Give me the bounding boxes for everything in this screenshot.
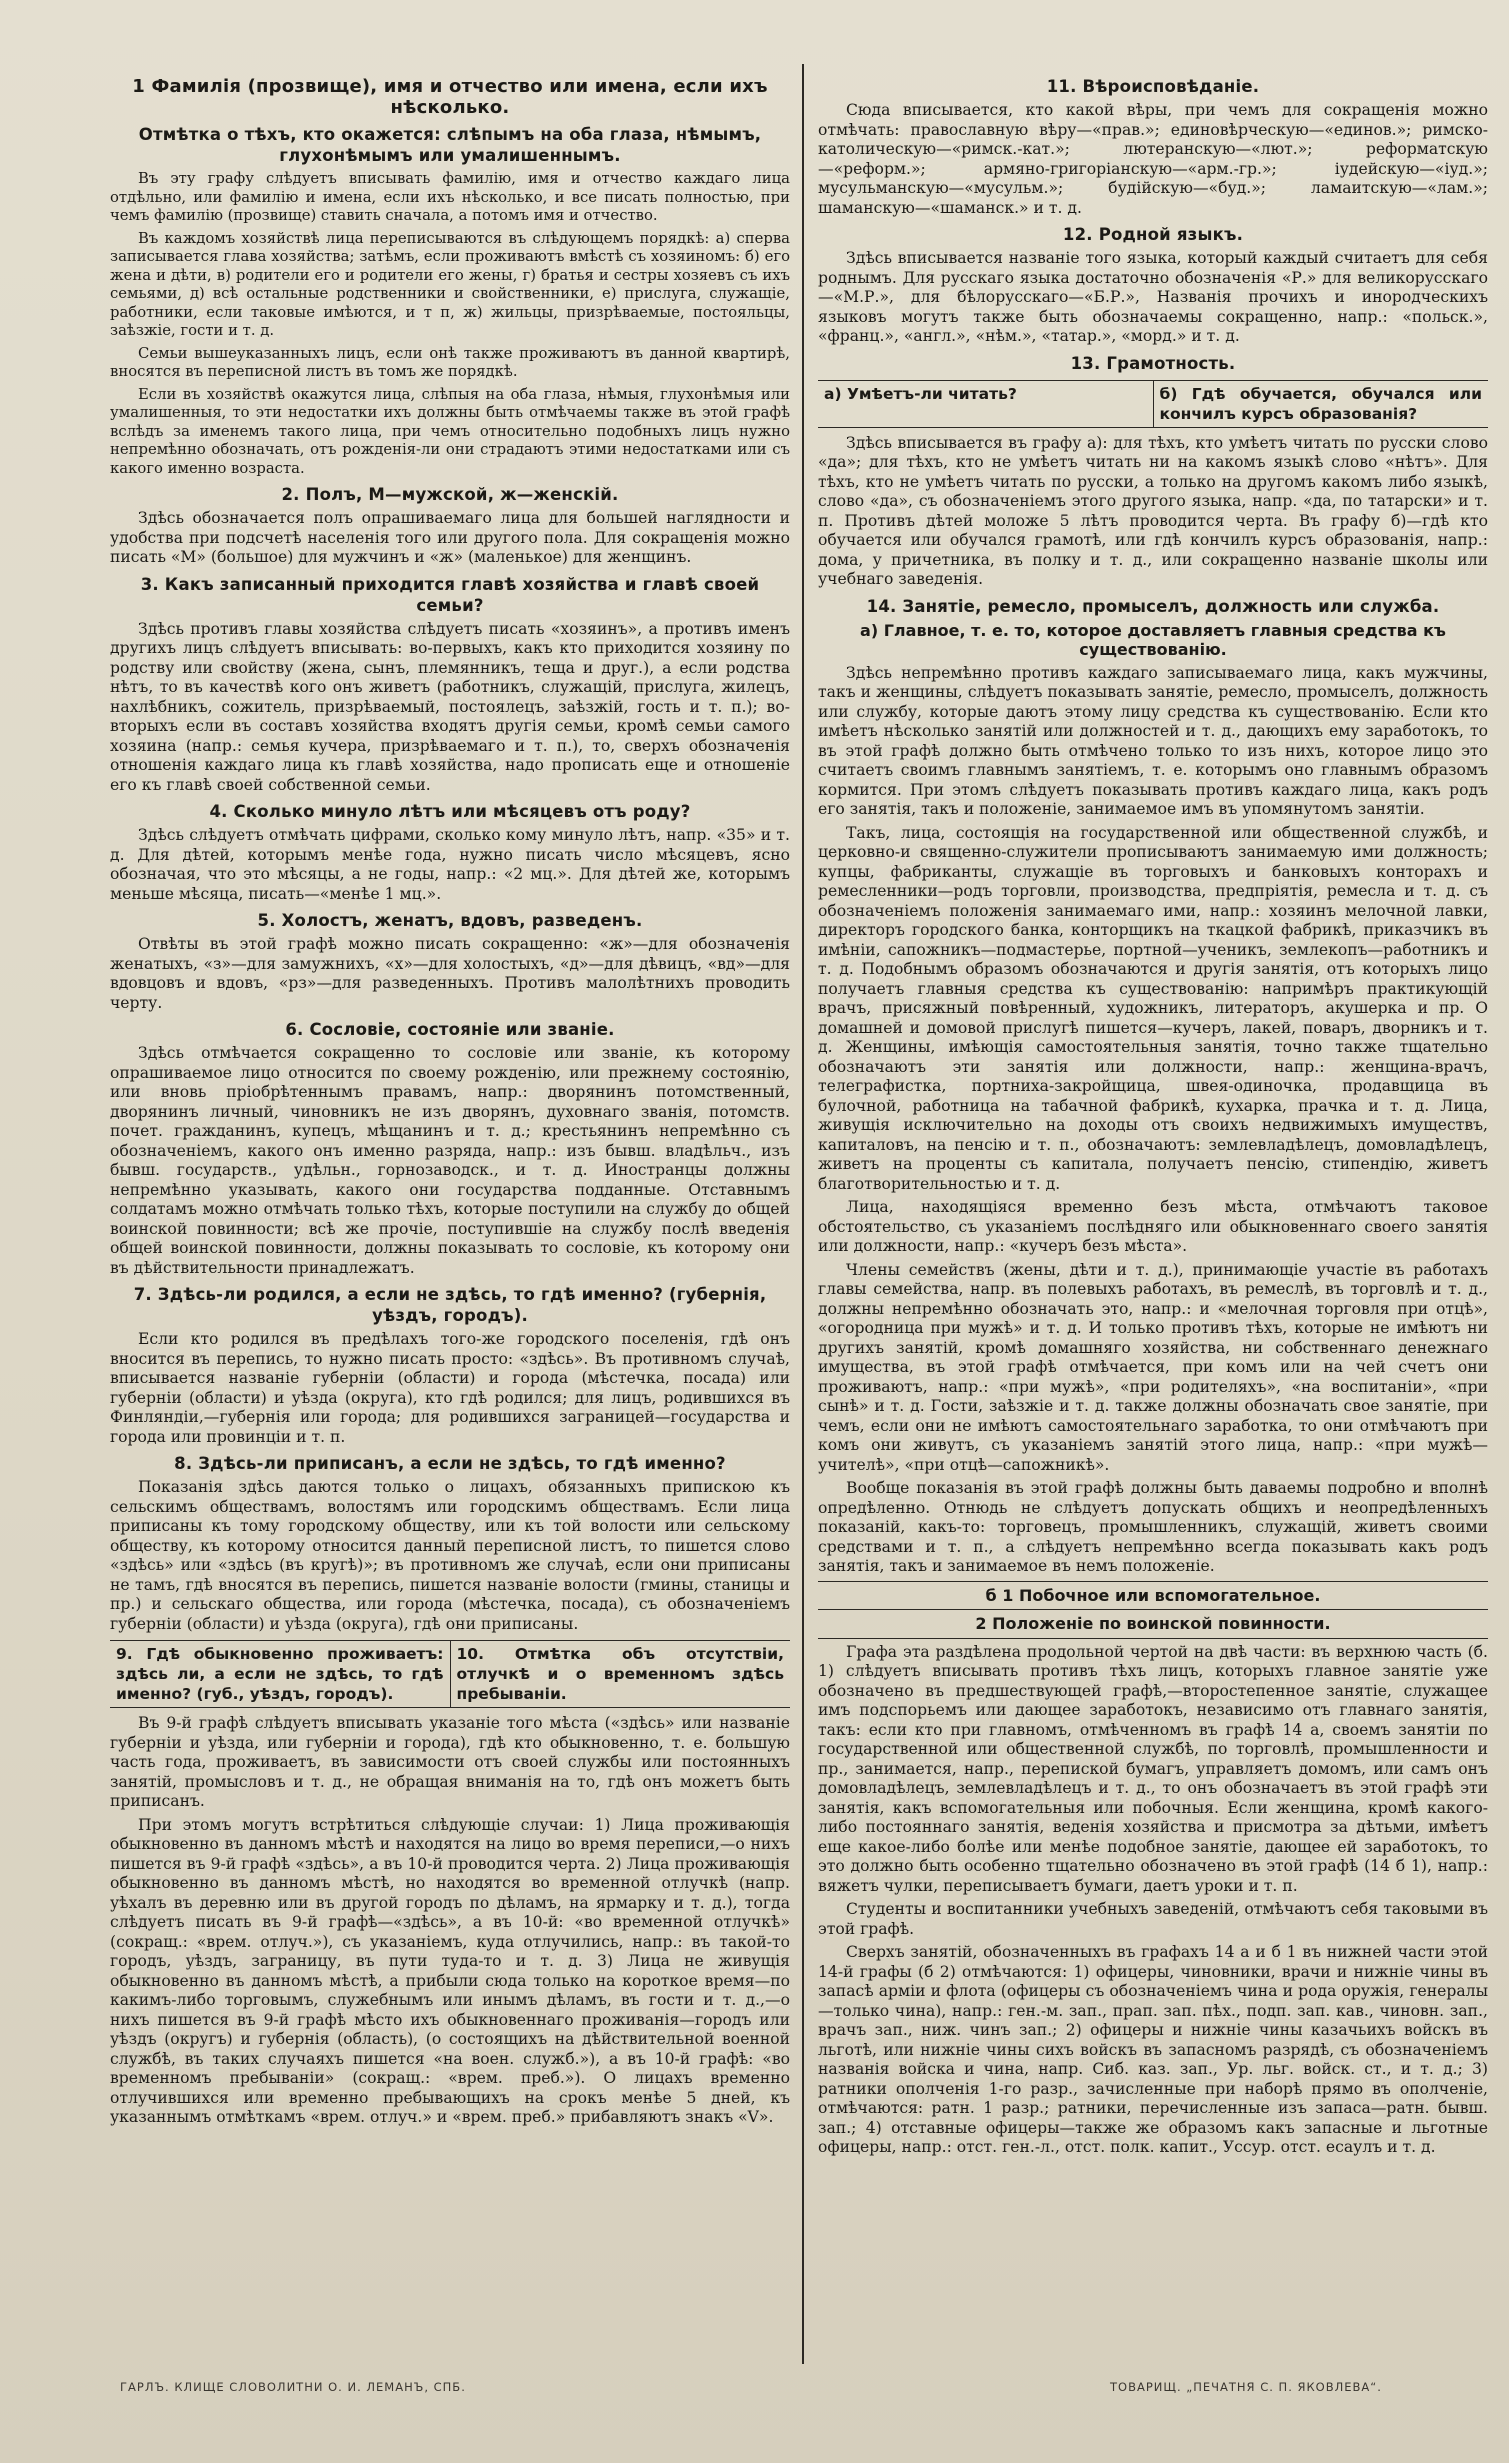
section-14-rule <box>818 1638 1488 1639</box>
section-9-paragraph: Въ 9-й графѣ слѣдуетъ вписывать указаніе того мѣста («здѣсь» или названіе губерніи и уѣзда, или губерніи и города), гдѣ кто обыкновенно, т. е. большую часть года, проживаетъ, въ зависимости отъ своей службы или постоянныхъ занятій, промысловъ и т. д., не обращая вниманія на то, гдѣ онъ можетъ быть приписанъ. <box>110 1714 790 1810</box>
section-3-title: 3. Какъ записанный приходится главѣ хозяйства и главѣ своей семьи? <box>140 574 760 615</box>
section-2-paragraph: Здѣсь обозначается полъ опрашиваемаго лица для большей наглядности и удобства при подсчетѣ населенія того или другого пола. Для сокращенія можно писать «М» (большое) для мужчинъ и «ж» (маленькое) для женщинъ. <box>110 509 790 566</box>
section-14-rule <box>818 1609 1488 1610</box>
section-7-paragraph: Если кто родился въ предѣлахъ того-же городского поселенія, гдѣ онъ вносится въ перепись, то нужно писать просто: «здѣсь». Въ противномъ случаѣ, вписывается названіе губерніи (области) и города (мѣстечка, посада) или губерніи (области) и уѣзда (округа), кто гдѣ родился; для лицъ, родившихся въ Финляндіи,—губернія или города; для родившихся заграницей—государства и города или провинціи и т. п. <box>110 1330 790 1446</box>
section-7-title: 7. Здѣсь-ли родился, а если не здѣсь, то гдѣ именно? (губернія, уѣздъ, городъ). <box>133 1285 767 1325</box>
section-14-paragraph: Студенты и воспитанники учебныхъ заведеній, отмѣчаютъ себя таковыми въ этой графѣ. <box>818 1900 1488 1938</box>
section-14-paragraph: Члены семействъ (жены, дѣти и т. д.), принимающіе участіе въ работахъ главы семейства, напр. въ полевыхъ работахъ, въ ремеслѣ, въ торговлѣ и т. д., должны непремѣнно обозначать это, напр.: и «мелочная торговля при отцѣ», «огородница при мужѣ» и т. д. И только противъ тѣхъ, которые не имѣютъ ни другихъ занятій, кромѣ домашняго хозяйства, ни собственнаго денежнаго имущества, въ этой графѣ отмѣчается, при комъ или на чей счетъ они проживаютъ, напр.: «при мужѣ», «при родителяхъ», «на воспитаніи», «при сынѣ» и т. д. Гости, заѣзжіе и т. д. также должны обозначать свое занятіе, при чемъ, если они не имѣютъ самостоятельнаго заработка, то они отмѣчаютъ при комъ они живутъ, съ указаніемъ занятій этого лица, напр.: «при мужѣ—учителѣ», «при отцѣ—сапожникѣ». <box>818 1260 1488 1474</box>
section-12-paragraph: Здѣсь вписывается названіе того языка, который каждый считаетъ для себя роднымъ. Для русскаго языка достаточно обозначенія «Р.» для великорусскаго—«М.Р.», для бѣлорусскаго—«Б.Р.», Названія прочихъ и инородческихъ языковъ могутъ также быть обозначаемы сокращенно, напр.: «польск.», «франц.», «англ.», «нѣм.», «татар.», «морд.» и т. д. <box>818 249 1488 345</box>
section-14-subtitle: а) Главное, т. е. то, которое доставляетъ главныя средства къ существованію. <box>860 620 1446 659</box>
section-1-paragraph: Въ каждомъ хозяйствѣ лица переписываются въ слѣдующемъ порядкѣ: а) сперва записывается глава хозяйства; затѣмъ, если проживаютъ вмѣстѣ съ хозяиномъ: б) его жена и дѣти, в) родители его и родители его жены, г) братья и сестры хозяевъ съ ихъ семьями, д) всѣ остальные родственники и свойственники, е) прислуга, служащіе, работники, если таковые имѣются, и т п, ж) жильцы, призрѣваемые, постояльцы, заѣзжіе, гости и т. д. <box>110 229 790 339</box>
section-1-note: Отмѣтка о тѣхъ, кто окажется: слѣпымъ на оба глаза, нѣмымъ, глухонѣмымъ или умалишеннымъ. <box>138 125 762 165</box>
section-9-paragraph: При этомъ могутъ встрѣтиться слѣдующіе случаи: 1) Лица проживающія обыкновенно въ данномъ мѣстѣ и находятся на лицо во время переписи,—о нихъ пишется въ 9-й графѣ «здѣсь», а въ 10-й проводится черта. 2) Лица проживающія обыкновенно въ данномъ мѣстѣ, но находятся во временной отлучкѣ (напр. уѣхалъ въ деревню или въ другой городъ по дѣламъ, на ярмарку и т. д.), тогда слѣдуетъ писать въ 9-й графѣ—«здѣсь», а въ 10-й: «во временной отлучкѣ» (сокращ.: «врем. отлуч.»), съ указаніемъ, куда отлучились, напр.: въ такой-то городъ, уѣздъ, заграницу, въ пути туда-то и т. д. 3) Лица не живущія обыкновенно въ данномъ мѣстѣ, а прибыли сюда только на короткое время—по какимъ-либо торговымъ, служебнымъ или инымъ дѣламъ, въ гости и т. д.,—о нихъ пишется въ 9-й графѣ мѣсто ихъ обыкновеннаго проживанія—городъ или уѣздъ (округъ) и губернія (область), (о состоящихъ на дѣйствительной военной службѣ, въ таких случаяхъ пишется «на воен. служб.»), а въ 10-й графѣ: «во временномъ пребываніи» (сокращ.: «врем. преб.»). О лицахъ временно отлучившихся или временно пребывающихъ на срокъ менѣе 5 дней, къ указаннымъ отмѣткамъ «врем. отлуч.» и «врем. преб.» прибавляютъ знакъ «V». <box>110 1815 790 2126</box>
section-6-title: 6. Сословіе, состояніе или званіе. <box>285 1020 615 1039</box>
section-14-b1-title: б 1 Побочное или вспомогательное. <box>985 1585 1321 1605</box>
section-14-paragraph: Сверхъ занятій, обозначенныхъ въ графахъ 14 а и б 1 въ нижней части этой 14-й графы (б 2) отмѣчаются: 1) офицеры, чиновники, врачи и нижніе чины въ запасѣ арміи и флота (офицеры съ обозначеніемъ чина и рода оружія, генералы—только чина), напр.: ген.-м. зап., прап. зап. пѣх., подп. зап. кав., чиновн. зап., врачъ зап., ниж. чинъ зап.; 2) офицеры и нижніе чины казачьихъ войскъ въ льготѣ, или нижніе чины сихъ войскъ въ запасномъ разрядѣ, съ обозначеніемъ названія войска и чина, напр. Сиб. каз. зап., Ур. льг. войск. ст., и т. д.; 3) ратники ополченія 1-го разр., зачисленные при наборѣ прямо въ ополченіе, отмѣчаются: ратн. 1 разр.; ратники, перечисленные изъ запаса—ратн. бывш. зап.; 4) отставные офицеры—также же образомъ какъ запасные и льготные офицеры, напр.: отст. ген.-л., отст. полк. капит., Уссур. отст. есаулъ и т. д. <box>818 1943 1488 2156</box>
section-14-paragraph: Графа эта раздѣлена продольной чертой на двѣ части: въ верхнюю часть (б. 1) слѣдуетъ вписывать противъ тѣхъ лицъ, которыхъ главное занятіе уже обозначено въ предшествующей графѣ,—второстепенное занятіе, служащее имъ подспорьемъ или дающее заработокъ, независимо отъ главнаго занятія, такъ: если кто при главномъ, отмѣченномъ въ графѣ 14 а, своемъ занятіи по государственной или общественной службѣ, по торговлѣ, промышленности и пр., занимается, напр., перепиской бумагъ, управляетъ домомъ, или самъ онъ домовладѣлецъ, землевладѣлецъ и т. д., то онъ обозначаетъ въ этой графѣ эти занятія, какъ вспомогательныя или побочныя. Если женщина, кромѣ какого-либо постояннаго занятія, веденія хозяйства и присмотра за дѣтьми, имѣетъ еще какое-либо болѣе или менѣе подобное занятіе, дающее ей заработокъ, то это должно быть особенно тщательно обозначено въ этой графѣ (14 б 1), напр.: вяжетъ чулки, переписываетъ бумаги, даетъ уроки и т. п. <box>818 1642 1488 1895</box>
column-divider <box>802 64 804 2364</box>
right-column <box>818 70 1488 2350</box>
section-5-paragraph: Отвѣты въ этой графѣ можно писать сокращенно: «ж»—для обозначенія женатыхъ, «з»—для замужнихъ, «х»—для холостыхъ, «д»—для дѣвицъ, «вд»—для вдовцовъ и вдовъ, «рз»—для разведенныхъ. Противъ малолѣтнихъ проводить черту. <box>110 935 790 1012</box>
section-1-paragraph: Въ эту графу слѣдуетъ вписывать фамилію, имя и отчество каждаго лица отдѣльно, или фамилію и имена, если ихъ нѣсколько, и все писать полностью, при чемъ фамилію (прозвище) ставить сначала, а потомъ имя и отчество. <box>110 170 790 224</box>
section-10-title: 10. Отмѣтка объ отсутствіи, отлучкѣ и о временномъ здѣсь пребываніи. <box>450 1641 791 1707</box>
section-4-title: 4. Сколько минуло лѣтъ или мѣсяцевъ отъ роду? <box>209 802 691 821</box>
section-13-b: б) Гдѣ обучается, обучался или кончилъ курсъ образованія? <box>1153 381 1489 427</box>
section-1-title: 1 Фамилія (прозвище), имя и отчество или имена, если ихъ нѣсколько. <box>132 76 768 118</box>
section-14-paragraph: Такъ, лица, состоящія на государственной или общественной службѣ, и церковно-и священно-служители прописываютъ занимаемую ими должность; купцы, фабриканты, служащіе въ торговыхъ и банковыхъ конторахъ и ремесленники—родъ торговли, производства, предпріятія, ремесла и т. д. съ обозначеніемъ положенія занимаемаго ими, напр.: хозяинъ мелочной лавки, директоръ городского банка, конторщикъ на ткацкой фабрикѣ, приказчикъ въ имѣніи, сапожникъ—подмастерье, портной—ученикъ, землекопъ—работникъ и т. д. Подобнымъ образомъ обозначаются и другія занятія, отъ которыхъ лицо получаетъ главныя средства къ существованію: напримѣръ практикующій врачъ, присяжный повѣренный, художникъ, литераторъ, акушерка и пр. О домашней и домовой прислугѣ пишется—кучеръ, лакей, поваръ, дворникъ и т. д. Женщины, имѣющія самостоятельныя занятія, точно также тщательно обозначаютъ эти занятія или должности, напр.: женщина-врачъ, телеграфистка, портниха-закройщица, швея-одиночка, продавщица въ булочной, работница на табачной фабрикѣ, кухарка, прачка и т. д. Лица, живущія исключительно на доходы отъ своихъ недвижимыхъ имуществъ, капиталовъ, на пенсію и т. п., обозначаютъ: землевладѣлецъ, домовладѣлецъ, живетъ на проценты съ капитала, получаетъ пенсію, стипендію, живетъ благотворительностью и т. д. <box>818 823 1488 1193</box>
section-14-paragraph: Лица, находящіяся временно безъ мѣста, отмѣчаютъ таковое обстоятельство, съ указаніемъ послѣдняго или обыкновеннаго своего занятія или должности, напр.: «кучеръ безъ мѣста». <box>818 1198 1488 1255</box>
section-13-subheader <box>818 380 1488 428</box>
section-14-rule <box>818 1581 1488 1582</box>
section-11-paragraph: Сюда вписывается, кто какой вѣры, при чемъ для сокращенія можно отмѣчать: православную вѣру—«прав.»; единовѣрческую—«единов.»; римско-католическую—«римск.-кат.»; лютеранскую—«лют.»; реформатскую—«реформ.»; армяно-григоріанскую—«арм.-гр.»; іудейскую—«іуд.»; мусульманскую—«мусульм.»; будійскую—«буд.»; ламаитскую—«лам.»; шаманскую—«шаманск.» и т. д. <box>818 101 1488 217</box>
section-11-title: 11. Вѣроисповѣданіе. <box>1046 77 1260 96</box>
section-4-paragraph: Здѣсь слѣдуетъ отмѣчать цифрами, сколько кому минуло лѣтъ, напр. «35» и т. д. Для дѣтей, которымъ менѣе года, нужно писать число мѣсяцевъ, ясно обозначая, что это мѣсяцы, а не годы, напр.: «2 мц.». Для дѣтей же, которымъ меньше мѣсяца, писать—«менѣе 1 мц.». <box>110 826 790 903</box>
section-13-a: а) Умѣетъ-ли читать? <box>824 384 1017 403</box>
section-14-paragraph: Вообще показанія въ этой графѣ должны быть даваемы подробно и вполнѣ опредѣленно. Отнюдь не слѣдуетъ допускать общихъ и неопредѣленныхъ показаній, какъ-то: торговецъ, промышленникъ, служащій, живетъ своими средствами и т. п., а слѣдуетъ непремѣнно всегда показывать какъ родъ занятія, такъ и занимаемое въ немъ положеніе. <box>818 1479 1488 1575</box>
section-2-title: 2. Полъ, М—мужской, ж—женскій. <box>281 485 619 504</box>
section-3-paragraph: Здѣсь противъ главы хозяйства слѣдуетъ писать «хозяинъ», а противъ именъ другихъ лицъ слѣдуетъ вписывать: во-первыхъ, какъ кто приходится хозяину по родству или свойству (жена, сынъ, племянникъ, теща и друг.), а если родства нѣтъ, то въ качествѣ кого онъ живетъ (работникъ, служащій, прислуга, жилецъ, нахлѣбникъ, сожитель, призрѣваемый, постоялецъ, заѣзжій, гость и т. п.); во-вторыхъ если въ составъ хозяйства входятъ другія семьи, кромѣ семьи самого хозяина (напр.: семья кучера, призрѣваемаго и т. п.), то, сверхъ обозначенія отношенія каждаго лица къ главѣ хозяйства, надо прописать еще и отношеніе его къ главѣ своей собственной семьи. <box>110 619 790 794</box>
section-1-paragraph: Если въ хозяйствѣ окажутся лица, слѣпыя на оба глаза, нѣмыя, глухонѣмыя или умалишенныя, то эти недостатки ихъ должны быть отмѣчаемы также въ этой графѣ вслѣдъ за именемъ такого лица, при чемъ относительно подобныхъ лицъ нужно непремѣнно обозначать, отъ рожденія-ли они страдаютъ этими недостатками или съ какого именно возраста. <box>110 385 790 477</box>
section-1-paragraph: Семьи вышеуказанныхъ лицъ, если онѣ также проживаютъ въ данной квартирѣ, вносятся въ переписной листъ въ томъ же порядкѣ. <box>110 344 790 380</box>
section-14-paragraph: Здѣсь непремѣнно противъ каждаго записываемаго лица, какъ мужчины, такъ и женщины, слѣдуетъ показывать занятіе, ремесло, промыселъ, должность или службу, которые даютъ этому лицу средства къ существованію. Если кто имѣетъ нѣсколько занятій или должностей и т. д., дающихъ ему заработокъ, то въ этой графѣ должно быть отмѣчено только то изъ нихъ, которое лицо это считаетъ своимъ главнымъ занятіемъ, т. е. которымъ оно главнымъ образомъ кормится. При этомъ слѣдуетъ показывать противъ каждаго лица, какъ родъ его занятія, такъ и положеніе, занимаемое имъ въ упомянутомъ занятіи. <box>818 663 1488 818</box>
section-8-title: 8. Здѣсь-ли приписанъ, а если не здѣсь, то гдѣ именно? <box>174 1454 726 1473</box>
section-8-paragraph: Показанія здѣсь даются только о лицахъ, обязанныхъ припискою къ сельскимъ обществамъ, волостямъ или городскимъ обществамъ. Если лица приписаны къ тому городскому обществу, или къ той волости или сельскому обществу, къ которому относится данный переписной листъ, то пишется слово «здѣсь» или «здѣсь (въ кругѣ)»; въ противномъ же случаѣ, если они приписаны не тамъ, гдѣ вносятся въ перепись, пишется названіе волости (гмины, станицы и пр.) и сельскаго общества, или города (мѣстечка, посада), съ обозначеніемъ губерніи (области) и уѣзда (округа), гдѣ они приписаны. <box>110 1478 790 1633</box>
section-14-title: 14. Занятіе, ремесло, промыселъ, должность или служба. <box>866 596 1440 616</box>
section-6-paragraph: Здѣсь отмѣчается сокращенно то сословіе или званіе, къ которому опрашиваемое лицо относится по своему рожденію, или прежнему состоянію, или вновь пріобрѣтеннымъ правамъ, напр.: дворянинъ потомственный, дворянинъ личный, чиновникъ не изъ дворянъ, духовнаго званія, потомств. почет. гражданинъ, купецъ, мѣщанинъ и т. д.; крестьянинъ непремѣнно съ обозначеніемъ, какого онъ именно разряда, напр.: изъ бывш. владѣльч., изъ бывш. государств., удѣльн., горнозаводск., и т. д. Иностранцы должны непремѣнно указывать, какого они государства подданные. Отставнымъ солдатамъ можно отмѣчать только тѣхъ, которые поступили на службу до общей воинской повинности; всѣ же прочіе, поступившіе на службу послѣ введенія общей воинской повинности, должны показывать то сословіе, къ которому они въ дѣйствительности принадлежатъ. <box>110 1044 790 1277</box>
printer-credit-left: ГАРЛЪ. КЛИЩЕ СЛОВОЛИТНИ О. И. ЛЕМАНЪ, СПБ. <box>120 2380 466 2394</box>
section-5-title: 5. Холостъ, женатъ, вдовъ, разведенъ. <box>257 911 643 930</box>
sections-9-10-header <box>110 1640 790 1708</box>
section-14-b2-title: 2 Положеніе по воинской повинности. <box>975 1614 1331 1633</box>
section-13-title: 13. Грамотность. <box>1070 353 1236 373</box>
section-9-title: 9. Гдѣ обыкновенно проживаетъ: здѣсь ли, а если не здѣсь, то гдѣ именно? (губ., уѣздъ, городъ). <box>116 1645 444 1703</box>
section-12-title: 12. Родной языкъ. <box>1062 225 1244 244</box>
section-13-paragraph: Здѣсь вписывается въ графу а): для тѣхъ, кто умѣетъ читать по русски слово «да»; для тѣхъ, кто не умѣетъ читать ни на какомъ языкѣ слово «нѣтъ». Для тѣхъ, кто не умѣетъ читать по русски, а только на другомъ какомъ либо языкѣ, слово «да», съ обозначеніемъ этого другого языка, напр. «да, по татарски» и т. п. Противъ дѣтей моложе 5 лѣтъ проводится черта. Въ графу б)—гдѣ кто обучается или обучался грамотѣ, или гдѣ кончилъ курсъ образованія, напр.: дома, у причетника, въ полку и т. д., или сокращенно названіе школы или учебнаго заведенія. <box>818 433 1488 588</box>
left-column <box>110 70 790 2350</box>
printer-credit-right: ТОВАРИЩ. „ПЕЧАТНЯ С. П. ЯКОВЛЕВА“. <box>1110 2380 1382 2394</box>
